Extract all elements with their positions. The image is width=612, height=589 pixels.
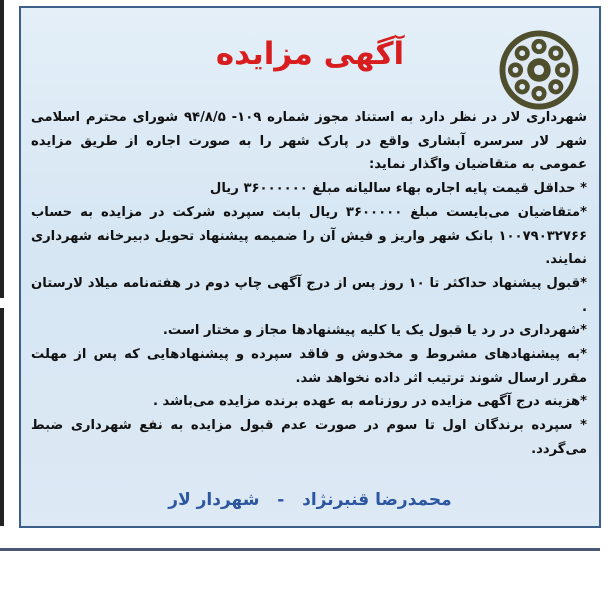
signature	[61, 490, 559, 510]
municipality-emblem-icon	[497, 28, 581, 112]
condition-ad-cost: *هزینه درج آگهی مزایده در روزنامه به عهده برنده مزایده می‌باشد .	[152, 394, 587, 410]
signatory-role: شهردار لار	[168, 490, 260, 510]
notice-body	[31, 106, 587, 462]
bottom-divider	[0, 548, 600, 551]
condition-rejection-right: *شهرداری در رد یا قبول یک یا کلیه پیشنهادها مجاز و مختار است.	[162, 323, 587, 339]
auction-notice	[19, 6, 601, 528]
signature-separator: -	[277, 490, 285, 510]
left-edge-bar-top	[0, 0, 4, 298]
notice-title: آگهی مزایده	[215, 36, 405, 72]
condition-deposit-forfeit: * سپرده برندگان اول تا سوم در صورت عدم قبول مزایده به نفع شهرداری ضبط می‌گردد.	[31, 418, 587, 457]
condition-deposit: *متقاضیان می‌بایست مبلغ ۳۶۰۰۰۰۰ ریال بابت سپرده شرکت در مزایده به حساب ۱۰۰۷۹۰۳۲۷۶۶ بانک شهر واریز و فیش آن را ضمیمه پیشنهاد تحویل دبیرخانه شهرداری نمایند.	[31, 204, 587, 268]
left-edge-bar-bottom	[0, 308, 4, 526]
condition-deadline: *قبول پیشنهاد حداکثر تا ۱۰ روز پس از درج آگهی چاپ دوم در هفته‌نامه میلاد لارستان .	[31, 275, 587, 315]
signatory-name: محمدرضا قنبرنژاد	[302, 490, 452, 510]
condition-invalid-bids: *به پیشنهادهای مشروط و مخدوش و فاقد سپرده و پیشنهادهایی که پس از مهلت مقرر ارسال شوند ترتیب اثر داده نخواهد شد.	[31, 347, 587, 386]
condition-base-price: * حداقل قیمت پایه اجاره بهاء سالیانه مبلغ ۳۶۰۰۰۰۰۰ ریال	[209, 181, 587, 197]
intro-paragraph: شهرداری لار در نظر دارد به استناد مجوز شماره ۱۰۹- ۹۴/۸/۵ شورای محترم اسلامی شهر لار سرسره آبشاری واقع در پارک شهر را به صورت اجاره از طریق مزایده عمومی به متقاضیان واگذار نماید:	[31, 110, 587, 173]
